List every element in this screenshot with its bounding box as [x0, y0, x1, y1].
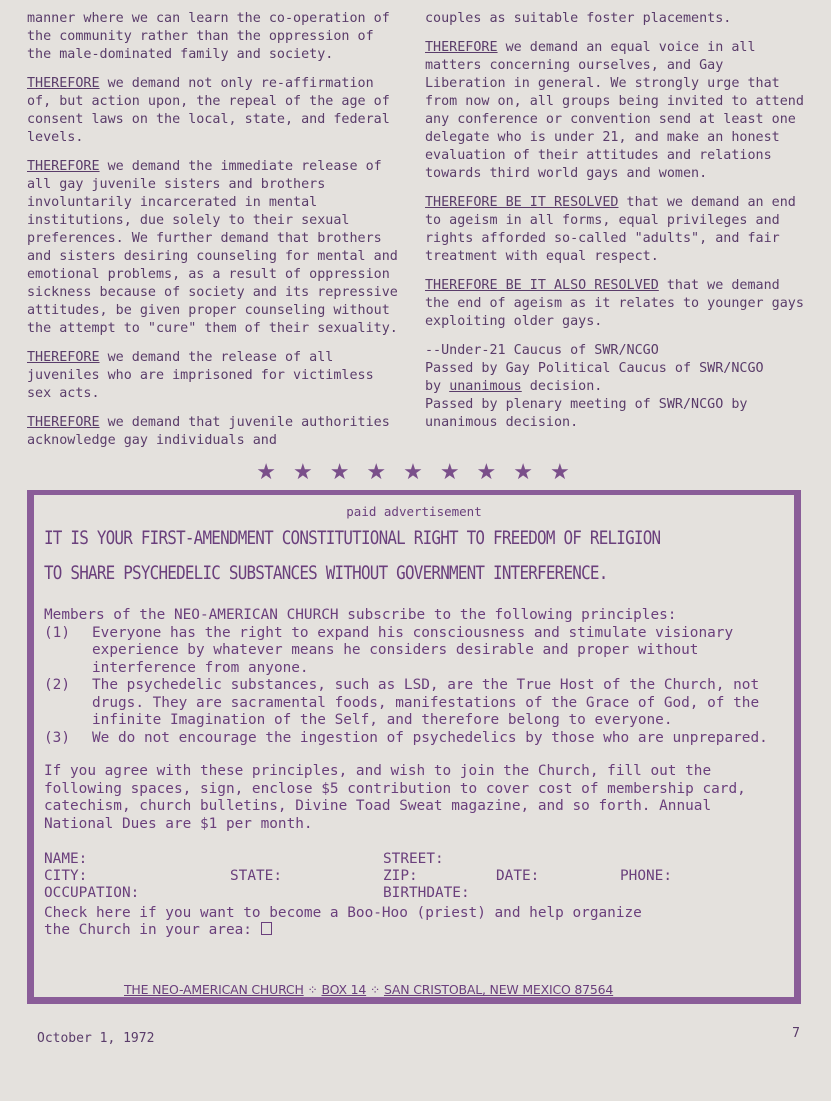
boohoo-check-text: Check here if you want to become a Boo-Hoo (priest) and help organize [44, 905, 642, 921]
church-address: THE NEO-AMERICAN CHURCH ⁘ BOX 14 ⁘ SAN CRISTOBAL, NEW MEXICO 87564 [124, 982, 614, 997]
ad-headline-line2: TO SHARE PSYCHEDELIC SUBSTANCES WITHOUT GOVERNMENT INTERFERENCE. [44, 563, 608, 584]
page-number: 7 [792, 1026, 800, 1041]
paragraph: THEREFORE we demand not only re-affirmation of, but action upon, the repeal of the age of consent laws on the local, state, and federal levels. [27, 76, 390, 145]
zip-field[interactable]: ZIP: [383, 868, 418, 884]
therefore-keyword: THEREFORE [27, 159, 100, 174]
phone-field[interactable]: PHONE: [620, 868, 672, 884]
left-column [27, 10, 405, 461]
date-field[interactable]: DATE: [496, 868, 540, 884]
advertisement-box [27, 490, 801, 1004]
signature-block: --Under-21 Caucus of SWR/NCGO Passed by Gay Political Caucus of SWR/NCGO by unanimous decision. Passed by plenary meeting of SWR/NCGO by unanimous decision. [425, 343, 764, 430]
name-field[interactable]: NAME: [44, 851, 88, 867]
occupation-field[interactable]: OCCUPATION: [44, 885, 140, 901]
paragraph: THEREFORE BE IT RESOLVED that we demand an end to ageism in all forms, equal privileges and rights afforded so-called "adults", and fair treatment with equal respect. [425, 195, 796, 264]
ad-body [44, 607, 784, 939]
right-column [425, 10, 810, 432]
ad-headline-line1: IT IS YOUR FIRST-AMENDMENT CONSTITUTIONAL RIGHT TO FREEDOM OF RELIGION [44, 528, 661, 549]
membership-form: NAME: STREET: CITY: STATE: ZIP: DATE: PHONE: OCCUPATION: BIRTHDATE: Check here if you want to become a Boo-Hoo (priest) and help organize the Church in your area: [44, 851, 784, 939]
paragraph: manner where we can learn the co-operation of the community rather than the oppression of the male-dominated family and society. [27, 11, 390, 62]
therefore-keyword: THEREFORE [27, 415, 100, 430]
paragraph: THEREFORE we demand that juvenile authorities acknowledge gay individuals and [27, 415, 390, 448]
therefore-keyword: THEREFORE [27, 350, 100, 365]
resolved-keyword: THEREFORE BE IT ALSO RESOLVED [425, 278, 659, 293]
city-field[interactable]: CITY: [44, 868, 88, 884]
list-item: (2) The psychedelic substances, such as LSD, are the True Host of the Church, not drugs. They are sacramental foods, manifestations of the Grace of God, of the infinite Imagination of the Self, and therefore belong to everyone. [44, 677, 760, 728]
state-field[interactable]: STATE: [230, 868, 282, 884]
birthdate-field[interactable]: BIRTHDATE: [383, 885, 470, 901]
issue-date: October 1, 1972 [37, 1031, 155, 1046]
street-field[interactable]: STREET: [383, 851, 444, 867]
ad-intro: Members of the NEO-AMERICAN CHURCH subscribe to the following principles: [44, 607, 677, 623]
paragraph: THEREFORE we demand the immediate release of all gay juvenile sisters and brothers involuntarily incarcerated in mental institutions, due solely to their sexual preferences. We further demand that brothers and sisters desiring counseling for mental and emotional problems, as a result of oppression sickness because of society and its repressive attitudes, be given proper counseling without the attempt to "cure" them of their sexuality. [27, 159, 398, 336]
list-item: (1) Everyone has the right to expand his consciousness and stimulate visionary experience by whatever means he considers desirable and proper without interference from anyone. [44, 624, 734, 676]
ad-join-text: If you agree with these principles, and wish to join the Church, fill out the following spaces, sign, enclose $5 contribution to cover cost of membership card, catechism, church bulletins, Divine Toad Sweat magazine, and so forth. Annual National Dues are $1 per month. [44, 763, 746, 832]
therefore-keyword: THEREFORE [425, 40, 498, 55]
paragraph: couples as suitable foster placements. [425, 11, 732, 26]
resolved-keyword: THEREFORE BE IT RESOLVED [425, 195, 619, 210]
ad-tag: paid advertisement [346, 504, 482, 519]
boohoo-checkbox[interactable] [261, 922, 272, 935]
list-item: (3) We do not encourage the ingestion of psychedelics by those who are unprepared. [44, 729, 768, 746]
paragraph: THEREFORE BE IT ALSO RESOLVED that we demand the end of ageism as it relates to younger gays exploiting older gays. [425, 278, 804, 329]
therefore-keyword: THEREFORE [27, 76, 100, 91]
paragraph: THEREFORE we demand the release of all juveniles who are imprisoned for victimless sex acts. [27, 350, 374, 401]
paragraph: THEREFORE we demand an equal voice in all matters concerning ourselves, and Gay Liberation in general. We strongly urge that from now on, all groups being invited to attend any conference or convention send at least one delegate who is under 21, and make an honest evaluation of their attitudes and relations towards third world gays and women. [425, 40, 804, 181]
star-divider: ★ ★ ★ ★ ★ ★ ★ ★ ★ [256, 460, 575, 485]
principles-list [44, 625, 784, 748]
